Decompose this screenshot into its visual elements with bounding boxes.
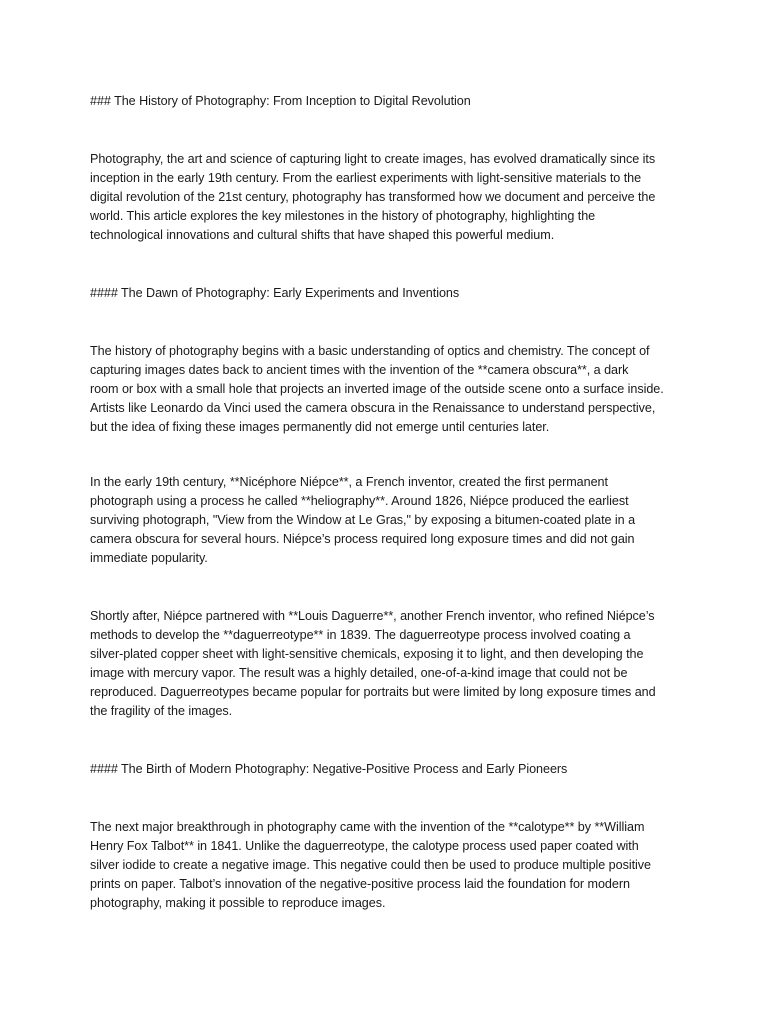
text-line: technological innovations and cultural shifts that have shaped this powerful medium. bbox=[90, 228, 555, 242]
text-line: In the early 19th century, **Nicéphore Niépce**, a French inventor, created the first permanent bbox=[90, 475, 608, 489]
text-line: The next major breakthrough in photography came with the invention of the **calotype** by **William bbox=[90, 820, 645, 834]
text-line: photography, making it possible to reproduce images. bbox=[90, 896, 386, 910]
text-line: world. This article explores the key milestones in the history of photography, highlighting the bbox=[90, 209, 596, 223]
text-line: digital revolution of the 21st century, photography has transformed how we document and perceive the bbox=[90, 190, 656, 204]
text-line: The history of photography begins with a basic understanding of optics and chemistry. The concept of bbox=[90, 344, 650, 358]
text-line: Henry Fox Talbot** in 1841. Unlike the daguerreotype, the calotype process used paper coated with bbox=[90, 839, 639, 853]
text-line: inception in the early 19th century. From the earliest experiments with light-sensitive materials to the bbox=[90, 171, 642, 185]
text-line: image with mercury vapor. The result was a highly detailed, one-of-a-kind image that could not be bbox=[90, 666, 628, 680]
text-line: capturing images dates back to ancient times with the invention of the **camera obscura**, a dark bbox=[90, 363, 629, 377]
section-heading-dawn: #### The Dawn of Photography: Early Experiments and Inventions bbox=[90, 286, 460, 300]
text-line: the fragility of the images. bbox=[90, 704, 233, 718]
text-line: methods to develop the **daguerreotype** in 1839. The daguerreotype process involved coating a bbox=[90, 628, 631, 642]
text-line: silver iodide to create a negative image. This negative could then be used to produce multiple positive bbox=[90, 858, 651, 872]
text-line: room or box with a small hole that projects an inverted image of the outside scene onto a surface inside. bbox=[90, 382, 664, 396]
text-line: Photography, the art and science of capturing light to create images, has evolved dramatically since its bbox=[90, 152, 656, 166]
section1-paragraph-2 bbox=[90, 473, 690, 568]
document-title: ### The History of Photography: From Inception to Digital Revolution bbox=[90, 94, 471, 108]
section2-paragraph-1 bbox=[90, 818, 690, 913]
section1-paragraph-3 bbox=[90, 607, 690, 721]
text-line: Artists like Leonardo da Vinci used the camera obscura in the Renaissance to understand perspective, bbox=[90, 401, 656, 415]
text-line: prints on paper. Talbot’s innovation of the negative-positive process laid the foundation for modern bbox=[90, 877, 630, 891]
section1-paragraph-1 bbox=[90, 342, 690, 437]
text-line: Shortly after, Niépce partnered with **Louis Daguerre**, another French inventor, who refined Niépce’s bbox=[90, 609, 655, 623]
section-heading-birth: #### The Birth of Modern Photography: Negative-Positive Process and Early Pioneers bbox=[90, 762, 568, 776]
text-line: camera obscura for several hours. Niépce’s process required long exposure times and did not gain bbox=[90, 532, 635, 546]
intro-paragraph bbox=[90, 150, 690, 245]
text-line: but the idea of fixing these images permanently did not emerge until centuries later. bbox=[90, 420, 550, 434]
text-line: reproduced. Daguerreotypes became popular for portraits but were limited by long exposure times and bbox=[90, 685, 656, 699]
text-line: photograph using a process he called **heliography**. Around 1826, Niépce produced the earliest bbox=[90, 494, 629, 508]
text-line: immediate popularity. bbox=[90, 551, 208, 565]
text-line: silver-plated copper sheet with light-sensitive chemicals, exposing it to light, and then developing the bbox=[90, 647, 644, 661]
text-line: surviving photograph, "View from the Window at Le Gras," by exposing a bitumen-coated plate in a bbox=[90, 513, 636, 527]
